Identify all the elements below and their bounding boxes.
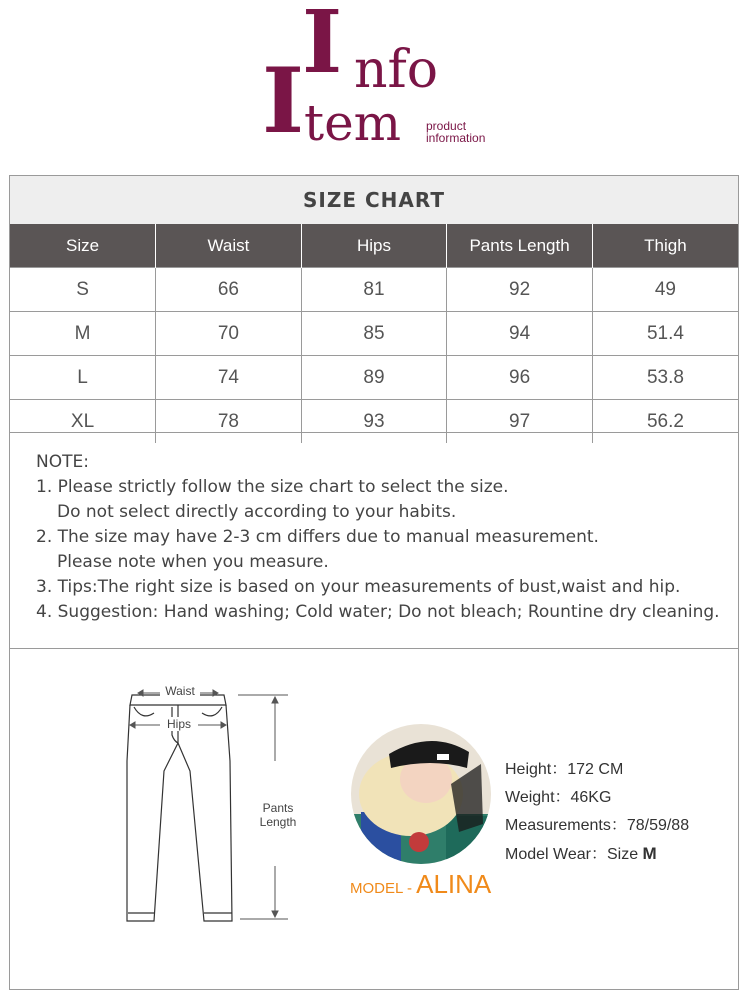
table-header-row bbox=[10, 224, 738, 268]
cell-thigh: 51.4 bbox=[592, 312, 738, 356]
note-line: Do not select directly according to your habits. bbox=[57, 502, 457, 522]
header-waist: Waist bbox=[156, 224, 302, 268]
note-line: 3. Tips:The right size is based on your measurements of bust,waist and hip. bbox=[36, 577, 681, 597]
cell-hips: 81 bbox=[301, 268, 447, 312]
cell-hips: 85 bbox=[301, 312, 447, 356]
model-weight: Weight：46KG bbox=[505, 789, 612, 806]
waist-label: Waist bbox=[160, 684, 200, 698]
divider bbox=[10, 648, 738, 649]
pants-outline-icon bbox=[120, 681, 360, 941]
model-name: ALINA bbox=[416, 869, 492, 899]
size-chart-title: SIZE CHART bbox=[10, 176, 738, 224]
pants-length-label-line2: Length bbox=[259, 815, 297, 829]
logo-letter-i: I bbox=[302, 0, 343, 93]
table-row bbox=[10, 356, 738, 400]
size-chart-panel bbox=[9, 175, 739, 990]
cell-hips: 93 bbox=[301, 400, 447, 444]
header-thigh: Thigh bbox=[592, 224, 738, 268]
cell-thigh: 56.2 bbox=[592, 400, 738, 444]
logo-nfo: nfo bbox=[354, 40, 439, 100]
notes-heading: NOTE: bbox=[36, 452, 89, 472]
logo-subtitle-line1: product bbox=[426, 119, 467, 133]
size-table bbox=[10, 224, 738, 443]
logo-letter-i-2: I bbox=[262, 48, 305, 154]
header-hips: Hips bbox=[301, 224, 447, 268]
model-portrait-icon bbox=[351, 724, 491, 864]
cell-thigh: 49 bbox=[592, 268, 738, 312]
cell-pants-length: 97 bbox=[447, 400, 593, 444]
cell-size: XL bbox=[10, 400, 156, 444]
note-line: 4. Suggestion: Hand washing; Cold water; Do not bleach; Rountine dry cleaning. bbox=[36, 602, 720, 622]
divider bbox=[10, 432, 738, 433]
cell-waist: 78 bbox=[156, 400, 302, 444]
cell-size: S bbox=[10, 268, 156, 312]
cell-pants-length: 92 bbox=[447, 268, 593, 312]
cell-waist: 66 bbox=[156, 268, 302, 312]
cell-pants-length: 96 bbox=[447, 356, 593, 400]
model-name-line bbox=[350, 869, 491, 900]
cell-waist: 74 bbox=[156, 356, 302, 400]
cell-size: L bbox=[10, 356, 156, 400]
model-name-prefix: MODEL - bbox=[350, 880, 417, 897]
notes-block bbox=[36, 450, 720, 625]
pants-length-label bbox=[248, 801, 308, 829]
pants-diagram bbox=[120, 681, 360, 941]
model-wear-size: M bbox=[642, 844, 657, 863]
logo-subtitle bbox=[426, 120, 485, 144]
model-wear bbox=[505, 840, 689, 869]
model-info bbox=[505, 756, 689, 869]
hips-label: Hips bbox=[160, 717, 198, 731]
header-pants-length: Pants Length bbox=[447, 224, 593, 268]
cell-hips: 89 bbox=[301, 356, 447, 400]
note-line: 2. The size may have 2-3 cm differs due to manual measurement. bbox=[36, 527, 599, 547]
brand-logo bbox=[262, 0, 502, 154]
cell-size: M bbox=[10, 312, 156, 356]
cell-thigh: 53.8 bbox=[592, 356, 738, 400]
cell-pants-length: 94 bbox=[447, 312, 593, 356]
model-measurements: Measurements：78/59/88 bbox=[505, 817, 690, 834]
header-size: Size bbox=[10, 224, 156, 268]
model-photo bbox=[351, 724, 491, 864]
logo-subtitle-line2: information bbox=[426, 131, 486, 145]
logo-tem: tem bbox=[304, 94, 402, 152]
note-line: 1. Please strictly follow the size chart to select the size. bbox=[36, 477, 509, 497]
table-row bbox=[10, 312, 738, 356]
model-height: Height：172 CM bbox=[505, 761, 624, 778]
pants-length-label-line1: Pants bbox=[262, 801, 294, 815]
cell-waist: 70 bbox=[156, 312, 302, 356]
model-wear-prefix: Model Wear：Size bbox=[505, 846, 643, 863]
table-row bbox=[10, 268, 738, 312]
note-line: Please note when you measure. bbox=[57, 552, 329, 572]
table-row bbox=[10, 400, 738, 444]
